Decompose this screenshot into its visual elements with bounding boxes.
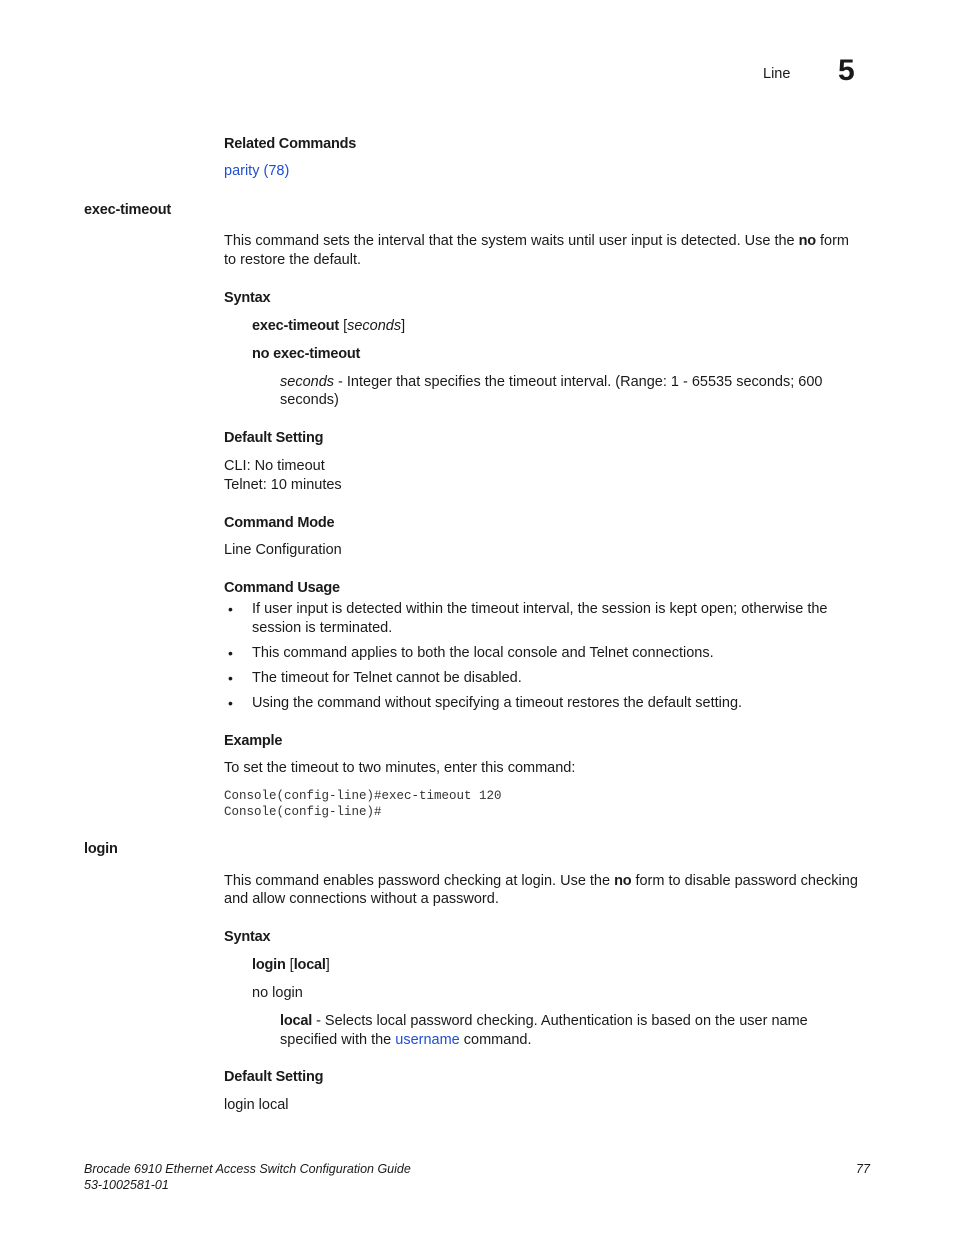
seconds-param-line2: seconds): [280, 392, 339, 408]
running-header-section: Line: [763, 66, 791, 82]
command-mode-heading: Command Mode: [224, 515, 335, 531]
login-syntax-heading: Syntax: [224, 929, 271, 945]
bullet-icon: •: [228, 670, 233, 686]
exec-timeout-syntax: exec-timeout [seconds]: [252, 318, 406, 334]
bullet-icon: •: [228, 695, 233, 711]
usage-item-4: Using the command without specifying a timeout restores the default setting.: [252, 695, 743, 711]
exec-timeout-default-heading: Default Setting: [224, 430, 324, 446]
usage-item-3: The timeout for Telnet cannot be disabled.: [252, 670, 522, 686]
parity-link[interactable]: parity (78): [224, 163, 290, 179]
code-line-2: Console(config-line)#: [224, 805, 382, 819]
related-commands-heading: Related Commands: [224, 136, 357, 152]
command-mode-value: Line Configuration: [224, 542, 342, 558]
login-default-value: login local: [224, 1097, 289, 1113]
username-link[interactable]: username: [395, 1032, 460, 1048]
local-param-line2: specified with the username command.: [280, 1032, 532, 1048]
exec-timeout-description: This command sets the interval that the system waits until user input is detected. Use the no form: [224, 233, 849, 249]
seconds-param: seconds - Integer that specifies the timeout interval. (Range: 1 - 65535 seconds; 600: [280, 374, 823, 390]
chapter-number: 5: [838, 54, 855, 87]
example-heading: Example: [224, 733, 283, 749]
example-intro: To set the timeout to two minutes, enter this command:: [224, 760, 576, 776]
login-syntax: login [local]: [252, 957, 330, 973]
no-login-syntax: no login: [252, 985, 303, 1001]
exec-timeout-description-line2: to restore the default.: [224, 252, 362, 268]
no-exec-timeout-syntax: no exec-timeout: [252, 346, 361, 362]
local-param: local - Selects local password checking. Authentication is based on the user name: [280, 1013, 808, 1029]
bullet-icon: •: [228, 645, 233, 661]
usage-item-1: If user input is detected within the timeout interval, the session is kept open; otherwise the: [252, 601, 828, 617]
usage-item-2: This command applies to both the local console and Telnet connections.: [252, 645, 714, 661]
exec-timeout-title: exec-timeout: [84, 202, 172, 218]
code-line-1: Console(config-line)#exec-timeout 120: [224, 789, 502, 803]
bullet-icon: •: [228, 601, 233, 617]
footer-doc-number: 53-1002581-01: [84, 1178, 169, 1192]
login-title: login: [84, 841, 118, 857]
footer-title: Brocade 6910 Ethernet Access Switch Configuration Guide: [84, 1162, 411, 1176]
default-cli: CLI: No timeout: [224, 458, 325, 474]
login-description: This command enables password checking at login. Use the no form to disable password checking: [224, 873, 858, 889]
page-number: 77: [856, 1162, 870, 1176]
exec-timeout-syntax-heading: Syntax: [224, 290, 271, 306]
login-description-line2: and allow connections without a password.: [224, 891, 499, 907]
command-usage-heading: Command Usage: [224, 580, 340, 596]
default-telnet: Telnet: 10 minutes: [224, 477, 342, 493]
usage-item-1-cont: session is terminated.: [252, 620, 393, 636]
login-default-heading: Default Setting: [224, 1069, 324, 1085]
